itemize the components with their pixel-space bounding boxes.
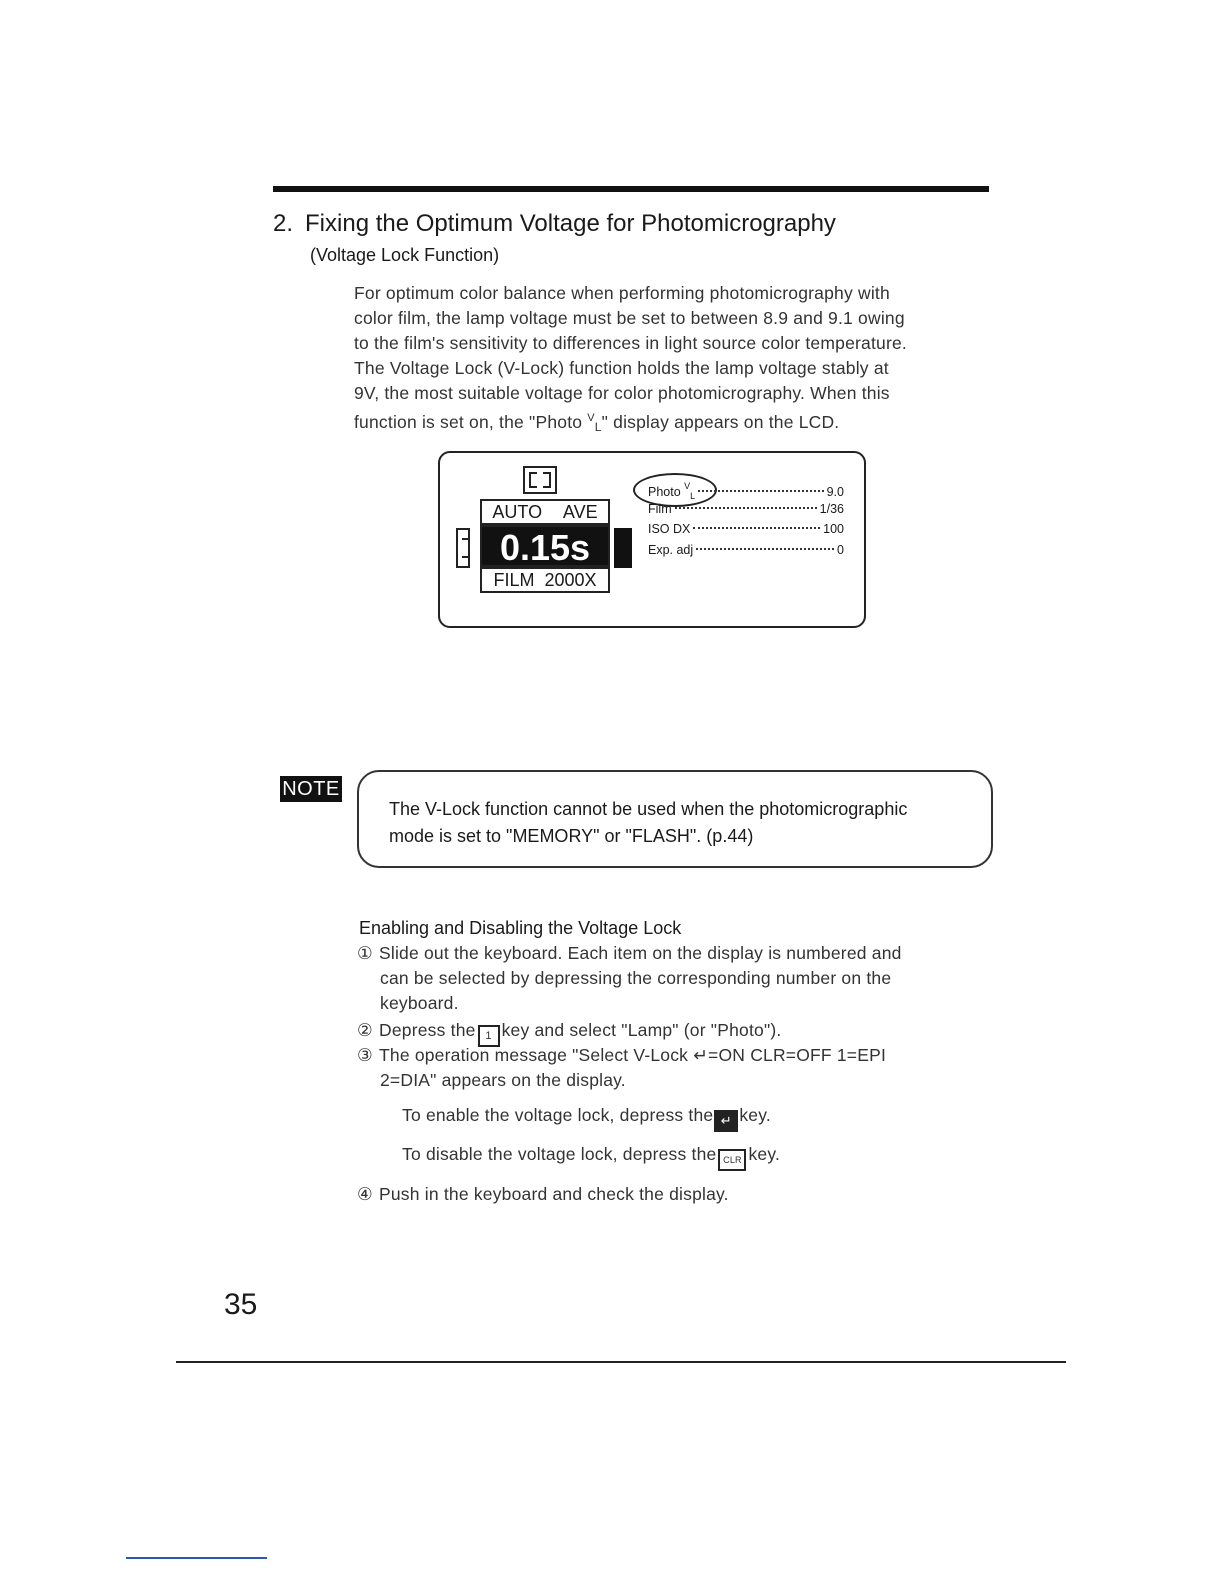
intro-text: function is set on, the "Photo xyxy=(354,412,588,432)
step-text: 2=DIA" appears on the display. xyxy=(380,1070,626,1090)
readout-label: Film xyxy=(648,501,672,516)
note-line: mode is set to "MEMORY" or "FLASH". (p.44) xyxy=(389,826,754,846)
step-text: Slide out the keyboard. Each item on the display is numbered and xyxy=(379,943,902,963)
page-number: 35 xyxy=(224,1288,258,1321)
intro-text: " display appears on the LCD. xyxy=(601,412,840,432)
lcd-indicator-bar xyxy=(614,528,632,568)
note-line: The V-Lock function cannot be used when the photomicrographic xyxy=(389,799,908,819)
bracket-icon xyxy=(456,528,470,568)
intro-line: For optimum color balance when performing photomicrography with xyxy=(354,283,890,303)
step-text: keyboard. xyxy=(380,993,459,1013)
step-number: ① xyxy=(357,943,373,963)
leader-dots xyxy=(696,548,834,550)
leader-dots xyxy=(693,527,820,529)
lcd-mode-box xyxy=(480,499,610,525)
readout-value: 100 xyxy=(823,522,844,536)
intro-line: 9V, the most suitable voltage for color photomicrography. When this xyxy=(354,383,890,403)
step-number: ④ xyxy=(357,1184,373,1204)
step-number: ③ xyxy=(357,1045,373,1065)
leader-dots xyxy=(675,507,817,509)
instruction-text: To disable the voltage lock, depress the xyxy=(402,1144,717,1164)
readout-value: 1/36 xyxy=(819,501,844,516)
section-number: 2. xyxy=(273,210,294,237)
intro-line xyxy=(354,406,994,440)
viewfinder-frame-icon xyxy=(523,466,557,494)
intro-line: The Voltage Lock (V-Lock) function holds the lamp voltage stably at xyxy=(354,358,889,378)
superscript-v: V xyxy=(587,412,595,424)
lcd-film-mode: FILM 2000X xyxy=(480,567,610,593)
intro-paragraph xyxy=(354,281,994,440)
intro-line: color film, the lamp voltage must be set to between 8.9 and 9.1 owing xyxy=(354,308,905,328)
top-rule xyxy=(273,186,989,192)
readout-value: 0 xyxy=(837,542,844,557)
instruction-text: To enable the voltage lock, depress the xyxy=(402,1105,714,1125)
step-1 xyxy=(357,941,993,1016)
section-subtitle: (Voltage Lock Function) xyxy=(310,245,500,265)
readout-value: 9.0 xyxy=(826,485,844,499)
leader-dots xyxy=(698,490,823,492)
readout-row xyxy=(648,481,844,502)
lcd-display-illustration xyxy=(438,451,866,628)
lcd-exposure-time: 0.15s xyxy=(480,525,610,567)
note-tag: NOTE xyxy=(280,776,342,802)
enter-key-icon: ↵ xyxy=(714,1110,738,1132)
step-text: key and select "Lamp" (or "Photo"). xyxy=(501,1020,782,1040)
section-title-text: Fixing the Optimum Voltage for Photomicrography xyxy=(305,210,836,237)
bottom-rule xyxy=(176,1361,1066,1363)
subscript-l: L xyxy=(594,420,602,434)
step-number: ② xyxy=(357,1020,373,1040)
lcd-mode-auto: AUTO xyxy=(492,502,543,522)
section-title xyxy=(273,210,836,238)
note-text xyxy=(389,796,979,850)
lcd-readouts xyxy=(648,481,844,563)
readout-label: Photo $^V_L$ xyxy=(648,481,696,501)
instruction-text: key. xyxy=(739,1105,771,1125)
step-4 xyxy=(357,1182,993,1207)
lcd-mode-ave: AVE xyxy=(562,502,598,522)
disable-instruction xyxy=(402,1144,780,1171)
enable-instruction xyxy=(402,1105,771,1132)
procedure-title: Enabling and Disabling the Voltage Lock xyxy=(359,918,682,938)
readout-row xyxy=(648,502,844,523)
step-3 xyxy=(357,1043,993,1093)
intro-line: to the film's sensitivity to differences in light source color temperature. xyxy=(354,333,907,353)
footer-rule xyxy=(126,1557,267,1559)
step-text: The operation message "Select V-Lock ↵=ON CLR=OFF 1=EPI xyxy=(379,1045,887,1065)
clr-key-icon: CLR xyxy=(718,1149,746,1171)
readout-label: ISO DX xyxy=(648,522,691,536)
key-1-icon: 1 xyxy=(478,1025,500,1047)
instruction-text: key. xyxy=(748,1144,781,1164)
step-text: Depress the xyxy=(379,1020,476,1040)
step-text: Push in the keyboard and check the display. xyxy=(379,1184,729,1204)
readout-row xyxy=(648,522,844,543)
readout-label: Exp. adj xyxy=(648,542,694,557)
readout-row xyxy=(648,543,844,564)
step-text: can be selected by depressing the corresponding number on the xyxy=(380,968,892,988)
